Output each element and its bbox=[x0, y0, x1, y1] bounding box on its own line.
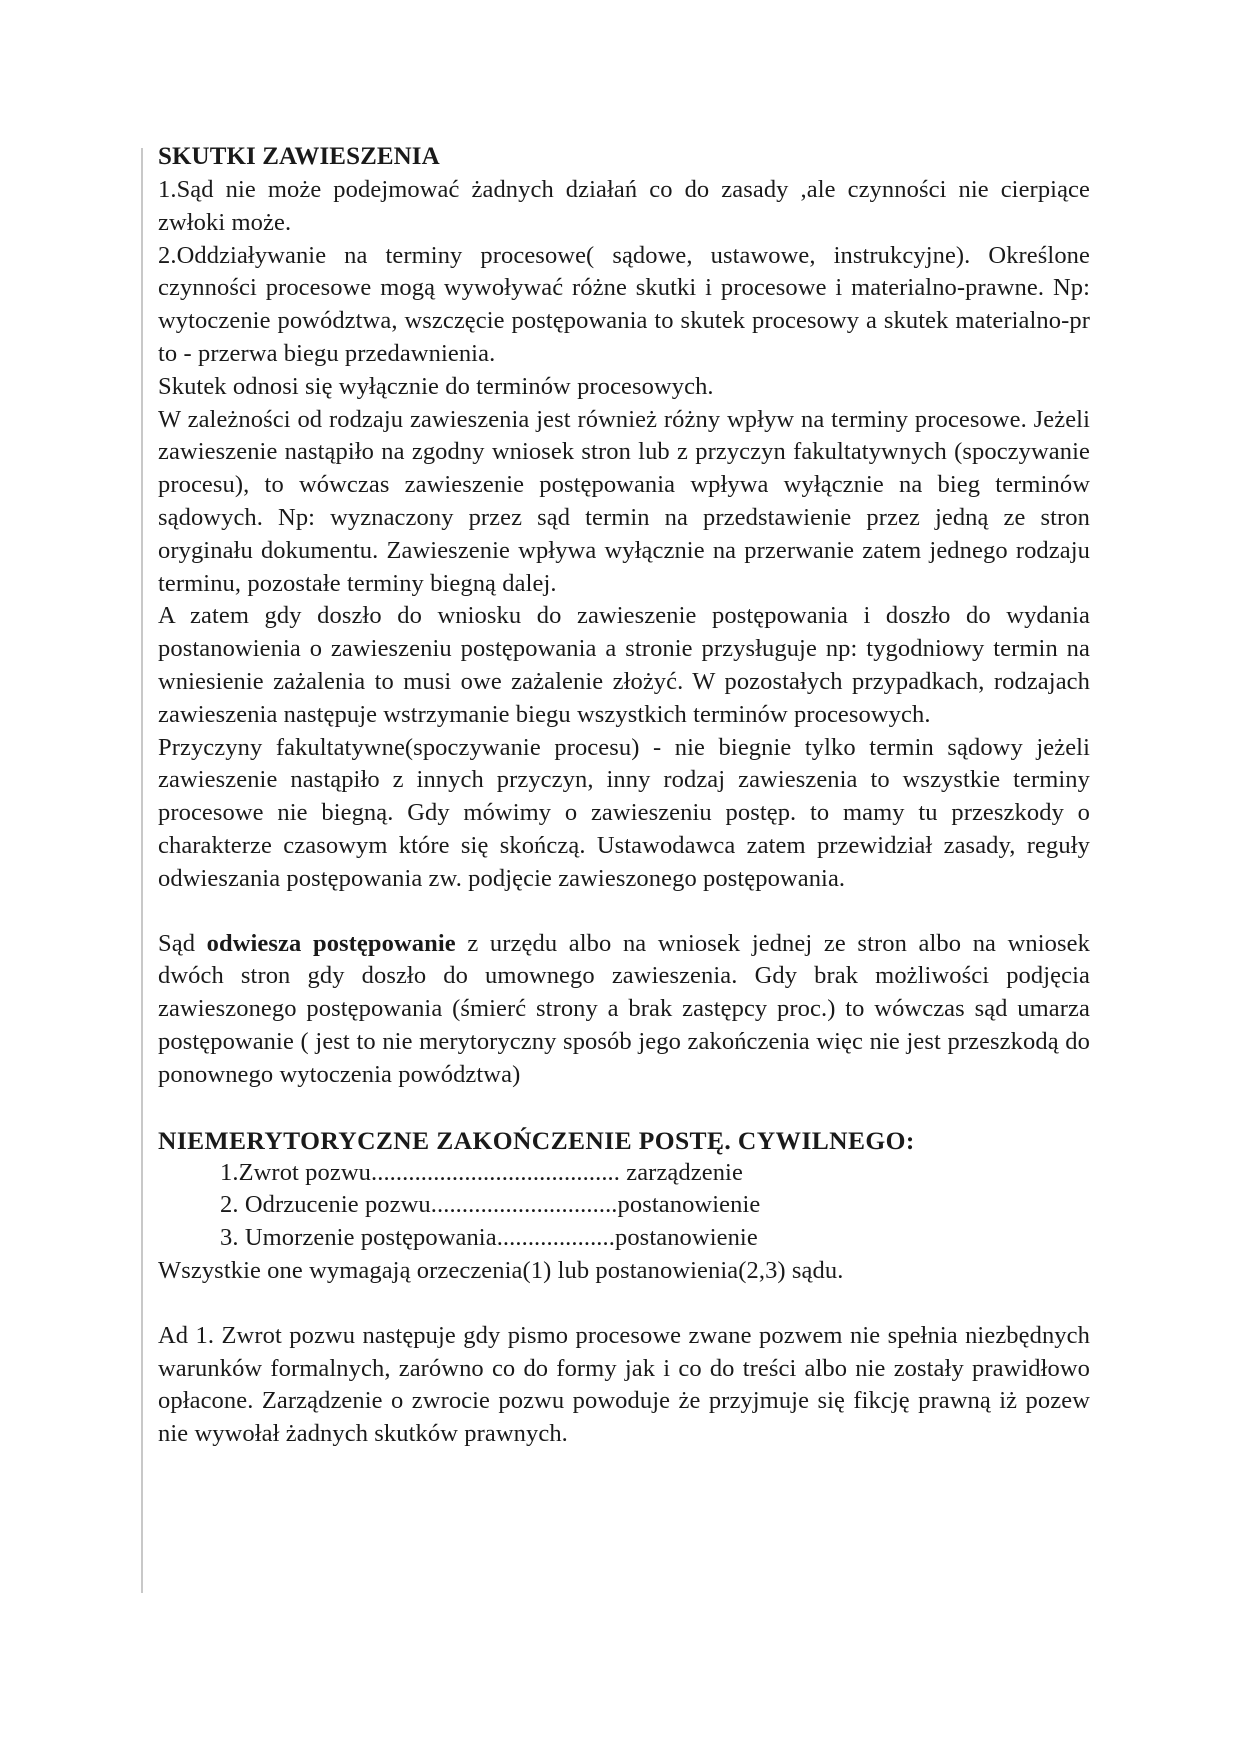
list-item bbox=[220, 1189, 1090, 1222]
termination-list bbox=[158, 1157, 1090, 1255]
paragraph-ad1: Ad 1. Zwrot pozwu następuje gdy pismo procesowe zwane pozwem nie spełnia niezbędnych warunków formalnych, zarówno co do formy jak i co do treści albo nie zostały prawidłowo opłacone. Zarządzenie o zwrocie pozwu powoduje że przyjmuje się fikcję prawną iż pozew nie wywołał żadnych skutków prawnych. bbox=[158, 1321, 1090, 1448]
paragraph-odwieszanie bbox=[158, 928, 1090, 1092]
list-item-number: 1. bbox=[220, 1158, 239, 1186]
document-title: SKUTKI ZAWIESZENIA bbox=[158, 143, 440, 170]
paragraph-6: Przyczyny fakultatywne(spoczywanie procesu) - nie biegnie tylko termin sądowy jeżeli zawieszenie nastąpiło z innych przyczyn, inny rodzaj zawieszenia to wszystkie terminy procesowe nie biegną. Gdy mówimy o zawieszeniu postęp. to mamy tu przeszkody o charakterze czasowym które się skończą. Ustawodawca zatem przewidział zasady, reguły odwieszania postępowania zw. podjęcie zawieszonego postępowania. bbox=[158, 733, 1090, 892]
list-item-number: 2. bbox=[220, 1191, 245, 1219]
list-item-dots: ........................................ bbox=[371, 1158, 627, 1186]
odwieszanie-rest: z urzędu albo na wniosek jednej ze stron albo na wniosek dwóch stron gdy doszło do umownego zawieszenia. Gdy brak możliwości podjęcia zawieszonego postępowania (śmierć strony a brak zastępcy proc.) to wówczas sąd umarza postępowanie ( jest to nie merytoryczny sposób jego zakończenia więc nie jest przeszkodą do ponownego wytoczenia powództwa) bbox=[158, 929, 1090, 1088]
list-item-value: zarządzenie bbox=[626, 1158, 743, 1186]
document-page bbox=[158, 140, 1090, 1451]
spacer bbox=[158, 1092, 1090, 1124]
paragraph-5: A zatem gdy doszło do wniosku do zawieszenie postępowania i doszło do wydania postanowienia o zawieszeniu postępowania a stronie przysługuje np: tygodniowy termin na wniesienie zażalenia to musi owe zażalenie złożyć. W pozostałych przypadkach, rodzajach zawieszenia następuje wstrzymanie biegu wszystkich terminów procesowych. bbox=[158, 602, 1090, 728]
paragraph-2: 2.Oddziaływanie na terminy procesowe( sądowe, ustawowe, instrukcyjne). Określone czynności procesowe mogą wywoływać różne skutki i procesowe i materialno-prawne. Np: wytoczenie powództwa, wszczęcie postępowania to skutek procesowy a skutek materialno-pr to - przerwa biegu przedawnienia. bbox=[158, 241, 1090, 367]
list-item-label: Umorzenie postępowania bbox=[244, 1224, 497, 1252]
paragraph-3: Skutek odnosi się wyłącznie do terminów procesowych. bbox=[158, 372, 714, 400]
odwieszanie-lead: Sąd bbox=[158, 929, 207, 957]
list-item-dots: ................... bbox=[496, 1224, 615, 1252]
odwieszanie-bold-term: odwiesza postępowanie bbox=[206, 929, 456, 957]
list-item-label: Odrzucenie pozwu bbox=[244, 1191, 431, 1219]
list-item bbox=[220, 1157, 1090, 1190]
spacer bbox=[158, 896, 1090, 928]
list-item-value: postanowienie bbox=[614, 1224, 758, 1252]
list-item-label: Zwrot pozwu bbox=[238, 1158, 371, 1186]
list-item-dots: .............................. bbox=[430, 1191, 618, 1219]
list-item-value: postanowienie bbox=[617, 1191, 761, 1219]
list-summary: Wszystkie one wymagają orzeczenia(1) lub postanowienia(2,3) sądu. bbox=[158, 1256, 844, 1284]
spacer bbox=[158, 1288, 1090, 1320]
section-heading: NIEMERYTORYCZNE ZAKOŃCZENIE POSTĘ. CYWILNEGO: bbox=[158, 1125, 915, 1155]
list-item-number: 3. bbox=[220, 1224, 245, 1252]
page-margin-line bbox=[141, 148, 143, 1593]
paragraph-4: W zależności od rodzaju zawieszenia jest również różny wpływ na terminy procesowe. Jeżeli zawieszenie nastąpiło na zgodny wniosek stron lub z przyczyn fakultatywnych (spoczywanie procesu), to wówczas zawieszenie postępowania wpływa wyłącznie na bieg terminów sądowych. Np: wyznaczony przez sąd termin na przedstawienie przez jedną ze stron oryginału dokumentu. Zawieszenie wpływa wyłącznie na przerwanie zatem jednego rodzaju terminu, pozostałe terminy biegną dalej. bbox=[158, 405, 1090, 597]
paragraph-1: 1.Sąd nie może podejmować żadnych działań co do zasady ,ale czynności nie cierpiące zwłoki może. bbox=[158, 176, 1090, 236]
list-item bbox=[220, 1222, 1090, 1255]
